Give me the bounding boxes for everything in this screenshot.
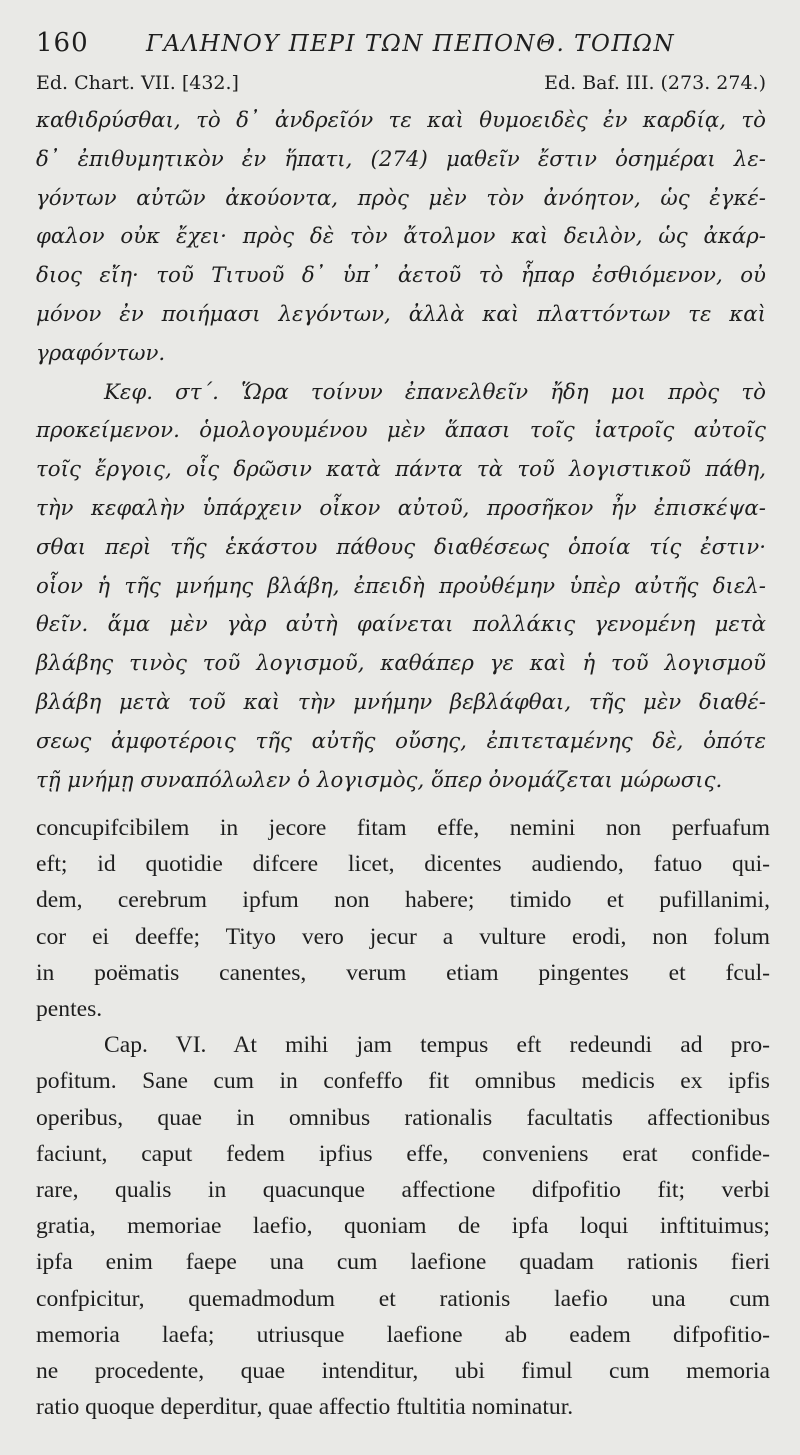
text-line: γραφόντων. [36,340,166,366]
text-line: καθιδρύσθαι, τὸ δ᾽ ἀνδρεῖόν τε καὶ θυμοειδὲς ἐν καρδίᾳ, τὸ [36,108,766,133]
text-line: μόνον ἐν ποιήμασι λεγόντων, ἀλλὰ καὶ πλαττόντων τε καὶ [36,301,766,327]
text-line: pentes. [36,996,103,1023]
text-line: φαλον οὐκ ἔχει· πρὸς δὲ τὸν ἄτολμον καὶ δειλὸν, ὡς ἀκάρ- [36,224,766,250]
running-title: ΓΑΛΗΝΟΥ ΠΕΡΙ ΤΩΝ ΠΕΠΟΝΘ. ΤΟΠΩΝ [146,31,676,57]
text-line: διος εἴη· τοῦ Τιτυοῦ δ᾽ ὑπ᾽ ἀετοῦ τὸ ἧπαρ ἐσθιόμενον, οὐ [36,263,766,289]
text-line: οἷον ἡ τῆς μνήμης βλάβη, ἐπειδὴ προὐθέμην ὑπὲρ αὐτῆς διελ- [36,573,766,599]
text-line: Κεφ. στ΄. Ὥρα τοίνυν ἐπανελθεῖν ἤδη μοι πρὸς τὸ [104,379,766,405]
text-line: τοῖς ἔργοις, οἷς δρῶσιν κατὰ πάντα τὰ τοῦ λογιστικοῦ πάθη, [36,457,766,483]
text-line: ipfa enim faepe una cum laefione quadam rationis fieri [36,1249,770,1276]
text-line: δ᾽ ἐπιθυμητικὸν ἐν ἥπατι, (274) μαθεῖν ἔστιν ὁσημέραι λε- [36,146,766,172]
text-line: cor ei deeffe; Tityo vero jecur a vulture erodi, non folum [36,923,770,950]
text-line: θεῖν. ἅμα μὲν γὰρ αὐτὴ φαίνεται πολλάκις γενομένη μετὰ [36,612,766,638]
text-line: προκείμενον. ὁμολογουμένου μὲν ἅπασι τοῖς ἰατροῖς αὐτοῖς [36,418,766,444]
text-line: ne procedente, quae intenditur, ubi fimul cum memoria [36,1358,770,1385]
text-line: eft; id quotidie difcere licet, dicentes audiendo, fatuo qui- [36,851,770,878]
text-line: confpicitur, quemadmodum et rationis laefio una cum [36,1285,770,1312]
page-number: 160 [36,28,89,58]
text-line: dem, cerebrum ipfum non habere; timido et pufillanimi, [36,887,770,914]
text-line: βλάβη μετὰ τοῦ καὶ τὴν μνήμην βεβλάφθαι, τῆς μὲν διαθέ- [36,689,766,715]
text-line: pofitum. Sane cum in confeffo fit omnibus medicis ex ipfis [36,1068,770,1095]
edition-basel-reference: Ed. Baf. III. (273. 274.) [544,72,766,94]
text-line: rare, qualis in quacunque affectione difpofitio fit; verbi [36,1177,770,1204]
text-line: γόντων αὐτῶν ἀκούοντα, πρὸς μὲν τὸν ἀνόητον, ὡς ἐγκέ- [36,185,766,211]
edition-chart-reference: Ed. Chart. VII. [432.] [36,72,239,94]
text-line: gratia, memoriae laefio, quoniam de ipfa loqui inftituimus; [36,1213,770,1240]
text-line: concupifcibilem in jecore fitam effe, nemini non perfuafum [36,815,770,841]
text-line: βλάβης τινὸς τοῦ λογισμοῦ, καθάπερ γε καὶ ἡ τοῦ λογισμοῦ [36,651,766,677]
text-line: σθαι περὶ τῆς ἑκάστου πάθους διαθέσεως ὁποία τίς ἐστιν· [36,534,766,560]
text-line: τὴν κεφαλὴν ὑπάρχειν οἶκον αὐτοῦ, προσῆκον ἦν ἐπισκέψα- [36,495,766,521]
text-line: faciunt, caput fedem ipfius effe, conveniens erat confide- [36,1140,770,1167]
edition-references [36,72,766,102]
text-line: σεως ἀμφοτέροις τῆς αὐτῆς οὔσης, ἐπιτεταμένης δὲ, ὁπότε [36,728,766,754]
text-line: Cap. VI. At mihi jam tempus eft redeundi ad pro- [104,1032,770,1059]
text-line: operibus, quae in omnibus rationalis facultatis affectionibus [36,1104,770,1131]
text-line: in poëmatis canentes, verum etiam pingentes et fcul- [36,959,770,986]
text-line: ratio quoque deperditur, quae affectio ftultitia nominatur. [36,1394,574,1421]
latin-text-block [36,810,770,1425]
greek-text-block [36,102,766,800]
running-head [36,28,766,64]
text-line: τῇ μνήμῃ συναπόλωλεν ὁ λογισμὸς, ὅπερ ὀνομάζεται μώρωσις. [36,767,723,793]
text-line: memoria laefa; utriusque laefione ab eadem difpofitio- [36,1321,770,1348]
